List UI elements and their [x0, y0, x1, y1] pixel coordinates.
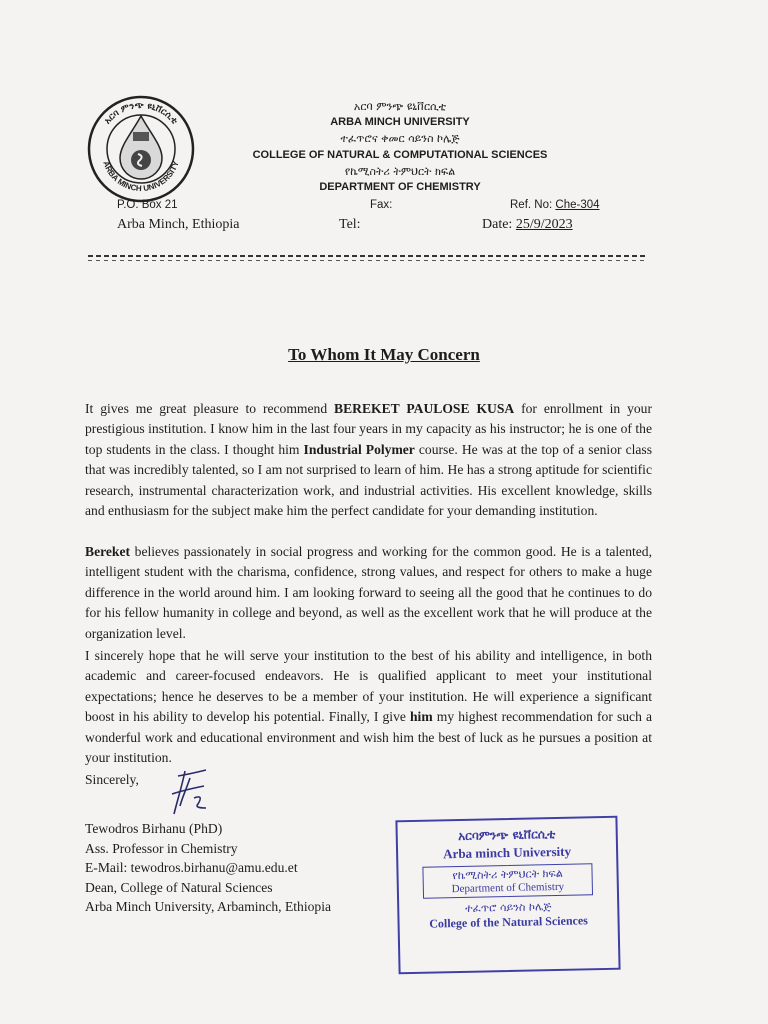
stamp-line-3: የኬሚስትሪ ትምህርት ክፍል: [452, 866, 563, 883]
ref-label: Ref. No:: [510, 199, 553, 211]
header-divider: [88, 255, 648, 257]
signatory-address: Arba Minch University, Arbaminch, Ethiopia: [85, 899, 332, 914]
paragraph-3: I sincerely hope that he will serve your institution to the best of his ability and intelligence, in both academic and career-focused endeavors. He is qualified applicant to meet your institutional expectations; hence he deserves to be a member of your institution. He will experience a significant boost in his ability to develop his potential. Finally, I give him my highest recommendation for such a wonderful work and educational environment and wish him the best of luck as he pursues a position at your institution.: [85, 648, 652, 766]
header-college-english: COLLEGE OF NATURAL & COMPUTATIONAL SCIENCES: [252, 149, 548, 161]
fax-label: Fax:: [370, 199, 393, 211]
signatory-position: Ass. Professor in Chemistry: [85, 840, 238, 856]
header-univ-amharic: አርባ ምንጭ ዩኒቨርሲቲ: [353, 100, 447, 113]
closing: Sincerely,: [85, 772, 139, 787]
stamp-line-6: College of the Natural Sciences: [429, 913, 589, 931]
stamp-line-2: Arba minch University: [443, 843, 572, 862]
signatory-role: Dean, College of Natural Sciences: [85, 879, 273, 895]
stamp-line-1: አርባምንጭ ዩኒቨርሲቲ: [458, 826, 556, 844]
paragraph-2: Bereket believes passionately in social progress and working for the common good. He is a talented, intelligent student with the charisma, confidence, strong values, and respect for others to make a huge difference in the world around him. I am looking forward to seeing all the good that he continues to do for his fellow humanity in college and beyond, as well as the excellent work that he will produce at the organization level.: [85, 544, 652, 641]
date-label: Date:: [482, 217, 513, 232]
seal-text-top: አርባ ምንጭ ዩኒቨርሲቲ: [102, 100, 180, 127]
header-college-amharic: ተፈጥሮና ቀመር ሳይንስ ኮሌጅ: [340, 132, 460, 145]
po-box: P.O. Box 21: [117, 199, 178, 211]
date-value: 25/9/2023: [515, 217, 573, 232]
stamp-line-4: Department of Chemistry: [451, 880, 565, 896]
paragraph-1: It gives me great pleasure to recommend BEREKET PAULOSE KUSA for enrollment in your prestigious institution. I know him in the last four years in my capacity as his instructor; he is one of the top students in the class. I thought him Industrial Polymer course. He was at the top of a senior class that was incredibly talented, so I am not surprised to learn of him. He has a strong aptitude for scientific research, instrumental characterization work, and industrial activities. His excellent knowledge, skills and enthusiasm for the subject make him the perfect candidate for your demanding institution.: [85, 401, 652, 519]
signatory-email: E-Mail: tewodros.birhanu@amu.edu.et: [85, 860, 298, 875]
location: Arba Minch, Ethiopia: [117, 217, 240, 232]
letter-title: To Whom It May Concern: [288, 345, 480, 364]
header-univ-english: ARBA MINCH UNIVERSITY: [330, 116, 470, 128]
header-divider-secondary: [88, 260, 648, 261]
date: [482, 217, 573, 233]
stamp-line-5: ተፈጥሮ ሳይንስ ኮሌጅ: [464, 900, 552, 915]
student-name: BEREKET PAULOSE KUSA: [334, 401, 515, 416]
tel-label: Tel:: [339, 217, 361, 232]
header-dept-amharic: የኬሚስትሪ ትምህርት ክፍል: [344, 165, 456, 178]
signature: [160, 768, 220, 818]
course-name: Industrial Polymer: [303, 441, 415, 457]
header-dept-english: DEPARTMENT OF CHEMISTRY: [319, 181, 481, 193]
ref-value: Che-304: [555, 199, 600, 211]
stamp-inner-box: [422, 863, 593, 899]
signatory-name: Tewodros Birhanu (PhD): [85, 821, 223, 836]
ref-number: [510, 199, 600, 211]
signatory-block: [85, 819, 331, 917]
department-stamp: [395, 816, 620, 975]
seal-text-bottom: ARBA MINCH UNIVERSITY: [101, 159, 181, 194]
